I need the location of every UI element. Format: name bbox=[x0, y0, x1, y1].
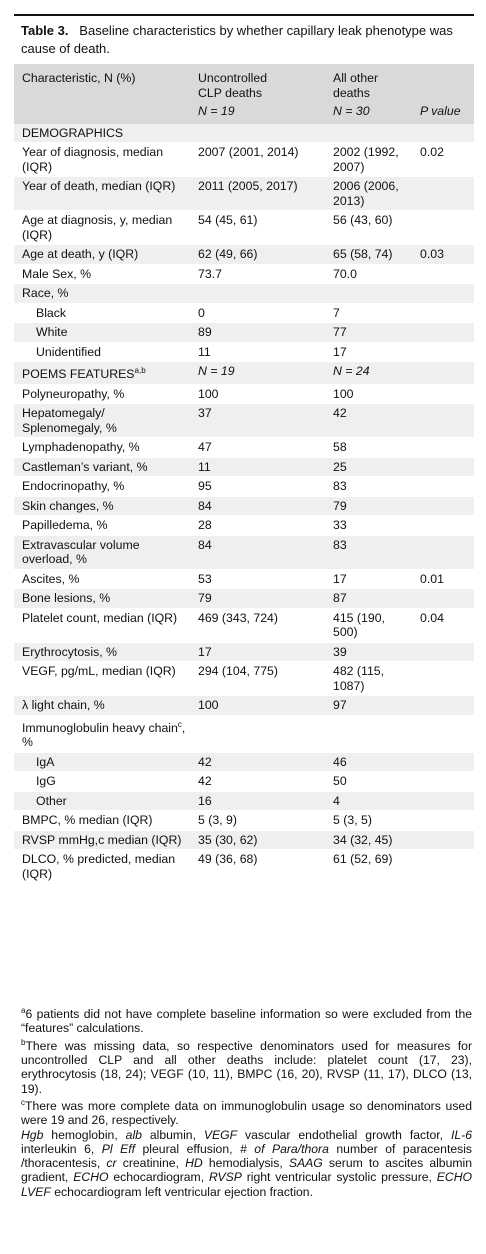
row-label-text: Erythrocytosis, % bbox=[22, 644, 117, 659]
other-deaths-value: 58 bbox=[325, 438, 412, 458]
row-label-suffix: , % bbox=[22, 720, 186, 750]
table-row bbox=[14, 791, 474, 811]
p-value bbox=[412, 811, 474, 831]
p-value bbox=[412, 303, 474, 323]
uncontrolled-value: 11 bbox=[190, 457, 325, 477]
uncontrolled-value: 89 bbox=[190, 323, 325, 343]
p-value bbox=[412, 791, 474, 811]
other-deaths-value: 79 bbox=[325, 496, 412, 516]
row-label-text: Age at diagnosis, y, median (IQR) bbox=[22, 213, 173, 242]
other-deaths-value: 61 (52, 69) bbox=[325, 850, 412, 884]
p-value bbox=[412, 535, 474, 569]
p-value bbox=[412, 850, 474, 884]
row-label bbox=[14, 830, 190, 850]
abbreviation-definition: pleural effusion, bbox=[135, 1141, 240, 1156]
footnote-a bbox=[21, 1004, 472, 1036]
abbreviation-term: # of Para/thora bbox=[240, 1141, 329, 1156]
other-deaths-value: 34 (32, 45) bbox=[325, 830, 412, 850]
p-value: 0.04 bbox=[412, 608, 474, 642]
p-value bbox=[412, 323, 474, 343]
row-label bbox=[14, 362, 190, 385]
header-other-n: N = 30 bbox=[333, 104, 370, 118]
table-row bbox=[14, 303, 474, 323]
uncontrolled-value: 84 bbox=[190, 535, 325, 569]
row-label-text: Immunoglobulin heavy chain bbox=[22, 720, 178, 735]
row-label-text: Polyneuropathy, % bbox=[22, 386, 125, 401]
table-row bbox=[14, 457, 474, 477]
row-label-text: RVSP mmHg,c median (IQR) bbox=[22, 832, 182, 847]
header-blank bbox=[14, 102, 190, 124]
row-label-text: Unidentified bbox=[36, 344, 101, 359]
row-label-text: DEMOGRAPHICS bbox=[22, 125, 124, 140]
other-deaths-value: 415 (190, 500) bbox=[325, 608, 412, 642]
uncontrolled-value: 54 (45, 61) bbox=[190, 211, 325, 245]
p-value bbox=[412, 477, 474, 497]
table-row bbox=[14, 384, 474, 404]
abbreviation-definition: number of paracentesis /thoracentesis, bbox=[21, 1141, 473, 1171]
table-row bbox=[14, 569, 474, 589]
header-uncontrolled-line2: CLP deaths bbox=[198, 85, 263, 100]
abbreviation-definition: vascular endothelial growth factor, bbox=[237, 1127, 451, 1142]
table-row bbox=[14, 662, 474, 696]
p-value bbox=[412, 662, 474, 696]
row-label bbox=[14, 752, 190, 772]
footnote-b bbox=[21, 1036, 472, 1096]
uncontrolled-value: 5 (3, 9) bbox=[190, 811, 325, 831]
other-deaths-value: 50 bbox=[325, 772, 412, 792]
other-deaths-value bbox=[325, 284, 412, 304]
p-value bbox=[412, 516, 474, 536]
other-deaths-value: 25 bbox=[325, 457, 412, 477]
table-row bbox=[14, 496, 474, 516]
other-deaths-value: 2002 (1992, 2007) bbox=[325, 143, 412, 177]
footnote-a-mark: a bbox=[21, 1006, 26, 1015]
uncontrolled-value: 95 bbox=[190, 477, 325, 497]
uncontrolled-value: 42 bbox=[190, 752, 325, 772]
other-deaths-value: 2006 (2006, 2013) bbox=[325, 177, 412, 211]
row-label-text: BMPC, % median (IQR) bbox=[22, 813, 153, 828]
row-label-footnote-mark: a,b bbox=[134, 366, 146, 375]
row-label-text: Bone lesions, % bbox=[22, 591, 111, 606]
table-number: Table 3. bbox=[21, 23, 69, 38]
row-label-text: Race, % bbox=[22, 286, 69, 300]
p-value bbox=[412, 772, 474, 792]
row-label-text: Castleman’s variant, % bbox=[22, 459, 148, 474]
table-row bbox=[14, 811, 474, 831]
table-row bbox=[14, 404, 474, 438]
uncontrolled-value: 294 (104, 775) bbox=[190, 662, 325, 696]
abbreviation-term: Pl Eff bbox=[101, 1141, 136, 1156]
footnotes bbox=[21, 1004, 472, 1199]
row-label bbox=[14, 696, 190, 716]
row-label bbox=[14, 284, 190, 304]
table-row bbox=[14, 589, 474, 609]
uncontrolled-value: 79 bbox=[190, 589, 325, 609]
row-label bbox=[14, 608, 190, 642]
other-deaths-value: 42 bbox=[325, 404, 412, 438]
abbreviation-definition: serum to ascites albumin gradient, bbox=[21, 1156, 472, 1185]
uncontrolled-value bbox=[190, 124, 325, 143]
footnote-c-mark: c bbox=[21, 1097, 25, 1107]
uncontrolled-value: 35 (30, 62) bbox=[190, 830, 325, 850]
header-characteristic-label: Characteristic, N (%) bbox=[22, 71, 136, 85]
header-uncontrolled-n: N = 19 bbox=[198, 104, 235, 118]
table-row bbox=[14, 264, 474, 284]
row-label bbox=[14, 342, 190, 362]
other-deaths-value: 83 bbox=[325, 477, 412, 497]
other-deaths-value: 33 bbox=[325, 516, 412, 536]
p-value bbox=[412, 696, 474, 716]
other-deaths-value: 100 bbox=[325, 384, 412, 404]
row-label bbox=[14, 124, 190, 143]
footnote-b-text: There was missing data, so respective denominators used for measures for uncontrolled CLP and all other deaths include: platelet count (17, 23), erythrocytosis (18, 24); VEGF (10, 11), BMPC (16, 20), RVSP (11, 17), DLCO (13, 19). bbox=[21, 1038, 472, 1096]
uncontrolled-value: 62 (49, 66) bbox=[190, 245, 325, 265]
other-deaths-value: 482 (115, 1087) bbox=[325, 662, 412, 696]
uncontrolled-value: 11 bbox=[190, 342, 325, 362]
table-row bbox=[14, 752, 474, 772]
other-deaths-value: 83 bbox=[325, 535, 412, 569]
p-value bbox=[412, 342, 474, 362]
abbreviation-definition: hemoglobin, bbox=[43, 1127, 126, 1142]
table-caption bbox=[21, 22, 466, 58]
header-other-line1: All other bbox=[333, 71, 379, 85]
row-label-text: Ascites, % bbox=[22, 571, 80, 586]
table-row bbox=[14, 438, 474, 458]
row-label-text: λ light chain, % bbox=[22, 698, 105, 713]
row-label bbox=[14, 791, 190, 811]
uncontrolled-value: 37 bbox=[190, 404, 325, 438]
abbreviation-term: VEGF bbox=[203, 1127, 238, 1142]
p-value bbox=[412, 830, 474, 850]
abbreviation-term: ECHO bbox=[73, 1170, 109, 1185]
p-value: 0.03 bbox=[412, 245, 474, 265]
header-other-line2: deaths bbox=[333, 85, 370, 100]
row-label bbox=[14, 569, 190, 589]
table-body bbox=[14, 124, 474, 884]
table-row bbox=[14, 535, 474, 569]
row-label bbox=[14, 438, 190, 458]
header-empty bbox=[412, 64, 474, 102]
uncontrolled-value: 100 bbox=[190, 384, 325, 404]
row-label bbox=[14, 642, 190, 662]
row-label-text: Lymphadenopathy, % bbox=[22, 440, 140, 455]
row-label-footnote-mark: c bbox=[177, 719, 182, 729]
row-label-text: Papilledema, % bbox=[22, 518, 108, 533]
table-row bbox=[14, 850, 474, 884]
uncontrolled-value: 2011 (2005, 2017) bbox=[190, 177, 325, 211]
other-deaths-value: 56 (43, 60) bbox=[325, 211, 412, 245]
row-label bbox=[14, 662, 190, 696]
header-pvalue: P value bbox=[420, 104, 461, 118]
other-deaths-value: 39 bbox=[325, 642, 412, 662]
row-label bbox=[14, 535, 190, 569]
row-label bbox=[14, 496, 190, 516]
p-value: 0.02 bbox=[412, 143, 474, 177]
footnote-a-text: 6 patients did not have complete baseline information so were excluded from the “features” calculations. bbox=[21, 1007, 472, 1036]
baseline-table bbox=[14, 64, 474, 884]
row-label bbox=[14, 264, 190, 284]
row-label-text: Year of diagnosis, median (IQR) bbox=[22, 145, 164, 174]
row-label-text: Platelet count, median (IQR) bbox=[22, 610, 178, 625]
uncontrolled-value: 49 (36, 68) bbox=[190, 850, 325, 884]
p-value bbox=[412, 715, 474, 752]
p-value bbox=[412, 211, 474, 245]
other-deaths-value: 65 (58, 74) bbox=[325, 245, 412, 265]
other-deaths-value: 5 (3, 5) bbox=[325, 811, 412, 831]
footnote-b-mark: b bbox=[21, 1037, 26, 1047]
row-label bbox=[14, 715, 190, 752]
other-deaths-value: 4 bbox=[325, 791, 412, 811]
abbreviation-definition: echocardiogram left ventricular ejection fraction. bbox=[50, 1184, 313, 1199]
p-value bbox=[412, 589, 474, 609]
table-row bbox=[14, 516, 474, 536]
uncontrolled-value: 53 bbox=[190, 569, 325, 589]
other-deaths-value: 87 bbox=[325, 589, 412, 609]
other-deaths-value bbox=[325, 124, 412, 143]
uncontrolled-value: 0 bbox=[190, 303, 325, 323]
p-value bbox=[412, 404, 474, 438]
row-label bbox=[14, 177, 190, 211]
other-deaths-value: N = 24 bbox=[325, 362, 412, 385]
abbreviation-term: SAAG bbox=[288, 1156, 323, 1171]
table-row bbox=[14, 608, 474, 642]
p-value bbox=[412, 362, 474, 385]
table-row bbox=[14, 362, 474, 385]
uncontrolled-value: 469 (343, 724) bbox=[190, 608, 325, 642]
footnote-c bbox=[21, 1096, 472, 1128]
uncontrolled-value bbox=[190, 715, 325, 752]
row-label-text: White bbox=[36, 325, 68, 339]
row-label bbox=[14, 143, 190, 177]
uncontrolled-value: 42 bbox=[190, 772, 325, 792]
table-title: Baseline characteristics by whether capillary leak phenotype was cause of death. bbox=[21, 23, 453, 56]
table-row bbox=[14, 696, 474, 716]
abbreviations bbox=[21, 1128, 472, 1199]
p-value bbox=[412, 384, 474, 404]
row-label bbox=[14, 589, 190, 609]
row-label-text: VEGF, pg/mL, median (IQR) bbox=[22, 664, 176, 679]
table-row bbox=[14, 342, 474, 362]
uncontrolled-value: 84 bbox=[190, 496, 325, 516]
row-label bbox=[14, 811, 190, 831]
uncontrolled-value: N = 19 bbox=[190, 362, 325, 385]
uncontrolled-value: 17 bbox=[190, 642, 325, 662]
header-other bbox=[325, 64, 412, 102]
row-label-text: Skin changes, % bbox=[22, 498, 114, 513]
row-label-text: POEMS FEATURES bbox=[22, 367, 135, 382]
other-deaths-value: 46 bbox=[325, 752, 412, 772]
row-label-text: Extravascular volume overload, % bbox=[22, 537, 140, 567]
uncontrolled-value: 73.7 bbox=[190, 264, 325, 284]
table-row bbox=[14, 642, 474, 662]
uncontrolled-value: 47 bbox=[190, 438, 325, 458]
abbreviation-definition: echocardiogram, bbox=[108, 1170, 209, 1185]
footnote-c-text: There was more complete data on immunoglobulin usage so denominators used were 19 and 26, respectively. bbox=[21, 1098, 472, 1128]
table-row bbox=[14, 143, 474, 177]
abbreviation-definition: hemodialysis, bbox=[202, 1156, 289, 1171]
other-deaths-value: 70.0 bbox=[325, 264, 412, 284]
table-row bbox=[14, 211, 474, 245]
row-label-text: Male Sex, % bbox=[22, 266, 92, 281]
abbreviation-term: HD bbox=[185, 1156, 203, 1171]
abbreviation-term: ECHO LVEF bbox=[21, 1170, 472, 1199]
uncontrolled-value: 16 bbox=[190, 791, 325, 811]
table-row bbox=[14, 177, 474, 211]
uncontrolled-value: 2007 (2001, 2014) bbox=[190, 143, 325, 177]
row-label bbox=[14, 303, 190, 323]
table-row bbox=[14, 830, 474, 850]
abbreviation-term: IL-6 bbox=[450, 1127, 472, 1142]
row-label bbox=[14, 323, 190, 343]
row-label bbox=[14, 772, 190, 792]
row-label-text: Other bbox=[36, 793, 67, 808]
other-deaths-value: 17 bbox=[325, 342, 412, 362]
row-label-text: Hepatomegaly/ Splenomegaly, % bbox=[22, 406, 117, 435]
table-row bbox=[14, 124, 474, 143]
p-value bbox=[412, 752, 474, 772]
other-deaths-value: 17 bbox=[325, 569, 412, 589]
p-value bbox=[412, 177, 474, 211]
row-label-text: Age at death, y (IQR) bbox=[22, 247, 139, 261]
row-label bbox=[14, 850, 190, 884]
p-value bbox=[412, 124, 474, 143]
row-label bbox=[14, 211, 190, 245]
header-characteristic bbox=[14, 64, 190, 102]
uncontrolled-value: 28 bbox=[190, 516, 325, 536]
row-label-text: IgG bbox=[36, 774, 56, 789]
p-value bbox=[412, 642, 474, 662]
row-label-text: Black bbox=[36, 305, 67, 320]
table-row bbox=[14, 772, 474, 792]
row-label-text: DLCO, % predicted, median (IQR) bbox=[22, 852, 176, 881]
table-header bbox=[14, 64, 474, 124]
table-row bbox=[14, 323, 474, 343]
p-value bbox=[412, 457, 474, 477]
row-label bbox=[14, 384, 190, 404]
abbreviation-definition: interleukin 6, bbox=[21, 1141, 102, 1156]
uncontrolled-value: 100 bbox=[190, 696, 325, 716]
p-value bbox=[412, 438, 474, 458]
table-row bbox=[14, 477, 474, 497]
row-label bbox=[14, 245, 190, 265]
other-deaths-value bbox=[325, 715, 412, 752]
abbreviation-term: RVSP bbox=[208, 1170, 242, 1185]
table-row bbox=[14, 284, 474, 304]
other-deaths-value: 77 bbox=[325, 323, 412, 343]
row-label bbox=[14, 477, 190, 497]
row-label-text: Year of death, median (IQR) bbox=[22, 179, 176, 193]
abbreviation-definition: creatinine, bbox=[116, 1156, 186, 1171]
top-rule bbox=[14, 14, 474, 16]
header-uncontrolled-line1: Uncontrolled bbox=[198, 71, 268, 85]
row-label bbox=[14, 516, 190, 536]
abbreviation-definition: right ventricular systolic pressure, bbox=[241, 1170, 437, 1185]
row-label bbox=[14, 457, 190, 477]
row-label bbox=[14, 404, 190, 438]
abbreviation-term: Hgb bbox=[21, 1127, 44, 1142]
abbreviation-term: cr bbox=[106, 1156, 117, 1171]
p-value bbox=[412, 264, 474, 284]
abbreviation-term: alb bbox=[125, 1127, 142, 1142]
table-row bbox=[14, 245, 474, 265]
other-deaths-value: 97 bbox=[325, 696, 412, 716]
p-value bbox=[412, 496, 474, 516]
other-deaths-value: 7 bbox=[325, 303, 412, 323]
p-value: 0.01 bbox=[412, 569, 474, 589]
row-label-text: Endocrinopathy, % bbox=[22, 479, 125, 494]
abbreviation-definition: albumin, bbox=[141, 1127, 204, 1142]
header-uncontrolled bbox=[190, 64, 325, 102]
p-value bbox=[412, 284, 474, 304]
table-row bbox=[14, 715, 474, 752]
row-label-text: IgA bbox=[36, 754, 55, 769]
uncontrolled-value bbox=[190, 284, 325, 304]
